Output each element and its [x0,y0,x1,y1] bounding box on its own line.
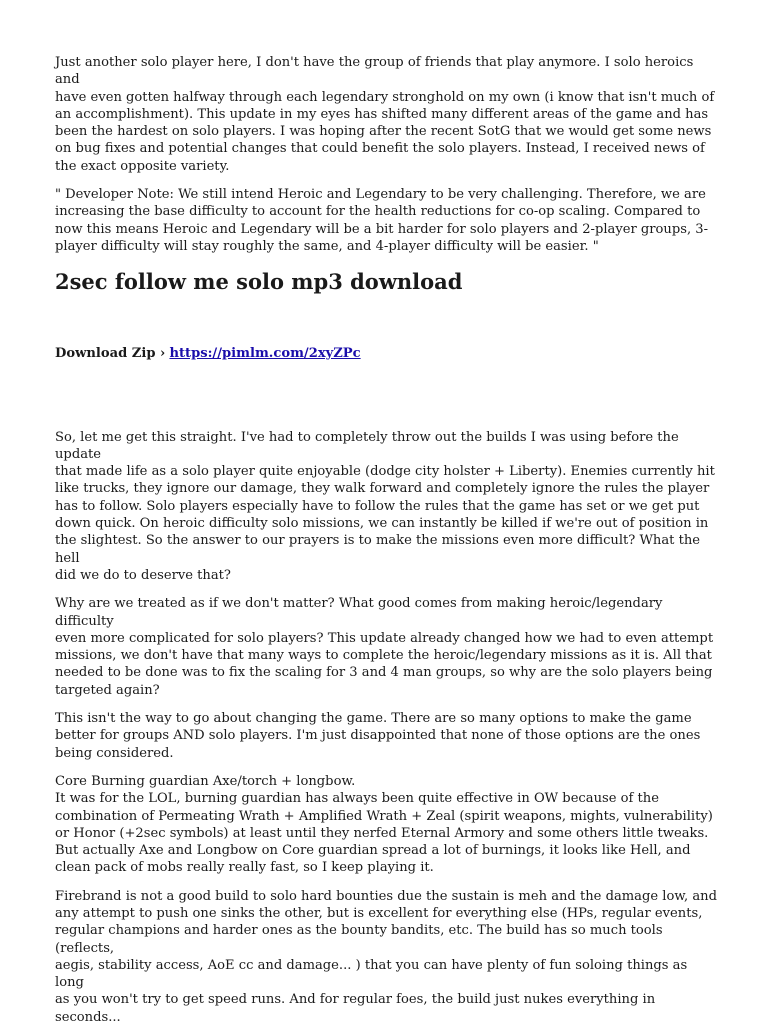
download-label: Download Zip › [55,346,166,362]
spacer [55,363,720,429]
body-paragraph-5: Firebrand is not a good build to solo hard bounties due the sustain is meh and the damage low, and any attempt to push one sinks the other, but is excellent for everything else (HPs, regular events, regular champions and harder ones as the bounty bandits, etc. The build has so much tools (reflects, aegis, stability access, AoE cc and damage... ) that you can have plenty of fun soloing things as long as you won't try to get speed runs. And for regular foes, the build just nukes everything in seconds... [55,888,717,1025]
body-paragraph-3: This isn't the way to go about changing the game. There are so many options to make the game better for groups AND solo players. I'm just disappointed that none of those options are the ones being considered. [55,711,701,761]
developer-note-paragraph: " Developer Note: We still intend Heroic and Legendary to be very challenging. Therefore, we are increasing the base difficulty to account for the health reductions for co-op scaling. Compared to now this means Heroic and Legendary will be a bit harder for solo players and 2-player groups, 3- player difficulty will stay roughly the same, and 4-player difficulty will be easier. " [55,187,709,254]
body-paragraph-2: Why are we treated as if we don't matter? What good comes from making heroic/legendary difficulty even more complicated for solo players? This update already changed how we had to even attempt missions, we don't have that many ways to complete the heroic/legendary missions as it is. All that needed to be done was to fix the scaling for 3 and 4 man groups, so why are the solo players being targeted again? [55,596,714,698]
body-paragraph-4: Core Burning guardian Axe/torch + longbow. It was for the LOL, burning guardian has always been quite effective in OW because of the combination of Permeating Wrath + Amplified Wrath + Zeal (spirit weapons, mights, vulnerability) or Honor (+2sec symbols) at least until they nerfed Eternal Armory and some others little tweaks. But actually Axe and Longbow on Core guardian spread a lot of burnings, it looks like Hell, and clean pack of mobs really really fast, so I keep playing it. [55,773,713,876]
body-paragraph-1: So, let me get this straight. I've had to completely throw out the builds I was using before the update that made life as a solo player quite enjoyable (dodge city holster + Liberty). Enemies currently hit like trucks, they ignore our damage, they walk forward and completely ignore the rules the player has to follow. Solo players especially have to follow the rules that the game has set or we get put down quick. On heroic difficulty solo missions, we can instantly be killed if we're out of position in the slightest. So the answer to our prayers is to make the missions even more difficult? What the hell did we do to deserve that? [55,429,715,583]
download-link[interactable]: https://pimlm.com/2xyZPc [169,346,361,362]
download-line [55,345,720,362]
document-content [55,54,720,1026]
page-heading: 2sec follow me solo mp3 download [55,269,463,295]
intro-paragraph-1: Just another solo player here, I don't have the group of friends that play anymore. I solo heroics and have even gotten halfway through each legendary stronghold on my own (i know that isn't much of an accomplishment). This update in my eyes has shifted many different areas of the game and has been the hardest on solo players. I was hoping after the recent SotG that we would get some news on bug fixes and potential changes that could benefit the solo players. Instead, I received news of the exact opposite variety. [55,55,715,174]
